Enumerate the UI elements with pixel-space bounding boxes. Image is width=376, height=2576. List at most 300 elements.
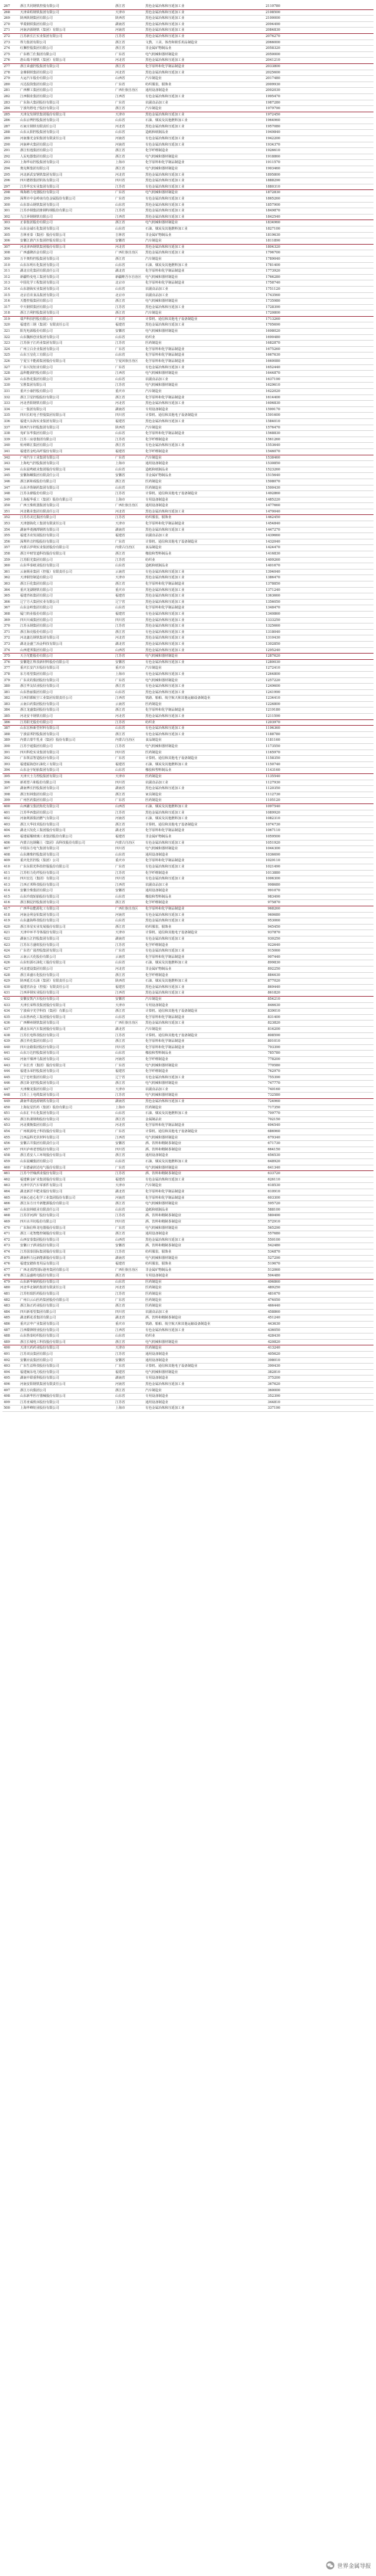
table-row — [3, 539, 373, 546]
rank-cell: 473 — [4, 1244, 10, 1248]
table-row — [3, 491, 373, 497]
revenue-cell: 1979790 — [265, 107, 280, 111]
industry-cell: 黑色金属冶炼和压延加工业 — [145, 112, 185, 117]
province-cell: 广西壮族自治区 — [115, 907, 138, 911]
industry-cell: 医药制造业 — [145, 479, 162, 484]
company-name-cell: 河南神火集团有限公司 — [20, 142, 53, 147]
rank-cell: 433 — [4, 1003, 10, 1007]
province-cell: 浙江省 — [115, 708, 125, 713]
company-name-cell: 上海振华重工（集团）股份有限公司 — [20, 497, 73, 502]
company-name-cell: 江苏沙钢集团淮钢特钢股份有限公司 — [20, 209, 73, 213]
company-name-cell: 江苏扬子江药业集团有限公司 — [20, 341, 63, 346]
revenue-cell: 1576470 — [265, 425, 280, 430]
rank-cell: 323 — [4, 341, 10, 346]
rank-cell: 330 — [4, 383, 10, 388]
province-cell: 浙江省 — [115, 630, 125, 634]
company-name-cell: 福建大东海实业集团有限公司 — [20, 419, 63, 423]
province-cell: 湖南省 — [115, 1376, 125, 1381]
industry-cell: 计算机、通信和其他电子设备制造业 — [145, 1130, 198, 1134]
table-row — [3, 1057, 373, 1063]
company-name-cell: 江苏新长江实业集团有限公司 — [20, 34, 63, 38]
industry-cell: 专用设备制造业 — [145, 407, 169, 411]
rank-cell: 381 — [4, 690, 10, 694]
province-cell: 云南省 — [115, 570, 125, 574]
table-row — [3, 876, 373, 883]
company-name-cell: 山东泰山钢铁集团有限公司 — [20, 203, 60, 207]
company-name-cell: 江苏华西集团有限公司 — [20, 810, 53, 815]
company-name-cell: 中天钢铁集团有限公司 — [20, 305, 53, 309]
industry-cell: 酒、饮料和精制茶制造业 — [145, 1244, 182, 1248]
revenue-cell: 375200 — [268, 1376, 280, 1381]
company-name-cell: 天津天药药业股份有限公司 — [20, 1346, 60, 1350]
rank-cell: 358 — [4, 552, 10, 556]
table-row — [3, 1123, 373, 1129]
rank-cell: 286 — [4, 119, 10, 123]
province-cell: 浙江省 — [115, 221, 125, 225]
industry-cell: 计算机、通信和其他电子设备制造业 — [145, 317, 198, 321]
revenue-cell: 991070 — [268, 889, 280, 893]
company-name-cell: 天合光能股份有限公司 — [20, 654, 53, 659]
rank-cell: 284 — [4, 107, 10, 111]
table-row — [3, 588, 373, 594]
industry-cell: 纺织业 — [145, 1334, 155, 1338]
industry-cell: 黑色金属冶炼和压延加工业 — [145, 1238, 185, 1242]
rank-cell: 470 — [4, 1226, 10, 1230]
company-name-cell: 福建省金纶高纤股份有限公司 — [20, 449, 63, 453]
company-name-cell: 上海华峰铝业股份有限公司 — [20, 1406, 60, 1411]
industry-cell: 化学原料和化学制品制造业 — [145, 269, 185, 273]
company-name-cell: 广东兴发铝业有限公司 — [20, 365, 53, 369]
table-row — [3, 858, 373, 864]
province-cell: 江苏省 — [115, 437, 125, 442]
company-name-cell: 山东玉皇化工有限公司 — [20, 353, 53, 358]
industry-cell: 有色金属冶炼和压延加工业 — [145, 864, 185, 869]
industry-cell: 汽车制造业 — [145, 997, 162, 1001]
revenue-cell: 519670 — [268, 1262, 280, 1266]
table-row — [3, 419, 373, 425]
table-row — [3, 401, 373, 407]
company-name-cell: 福建省冶金（控股）有限责任公司 — [20, 985, 69, 989]
revenue-cell: 2084830 — [265, 28, 280, 33]
province-cell: 北京市 — [115, 293, 125, 297]
table-row — [3, 455, 373, 462]
rank-cell: 395 — [4, 775, 10, 778]
rank-cell: 483 — [4, 1304, 10, 1308]
revenue-cell: 648920 — [268, 1160, 280, 1163]
province-cell: 江苏省 — [115, 1172, 125, 1176]
rank-cell: 413 — [4, 883, 10, 887]
industry-cell: 计算机、通信和其他电子设备制造业 — [145, 492, 198, 496]
rank-cell: 467 — [4, 1207, 10, 1212]
table-row — [3, 533, 373, 539]
industry-cell: 食品制造业 — [145, 546, 162, 550]
company-name-cell: 山西建邦集团有限公司 — [20, 648, 53, 652]
revenue-cell: 382810 — [268, 1370, 280, 1374]
industry-cell: 农副食品加工业 — [145, 1087, 169, 1091]
rank-cell: 414 — [4, 889, 10, 893]
revenue-cell: 823820 — [268, 1021, 280, 1026]
table-row — [3, 786, 373, 792]
revenue-cell: 436050 — [268, 1328, 280, 1332]
table-row — [3, 341, 373, 347]
province-cell: 河南省 — [115, 1382, 125, 1386]
table-row — [3, 1298, 373, 1304]
company-name-cell: 浙江荣盛控股集团有限公司 — [20, 64, 60, 68]
province-cell: 河北省 — [115, 967, 125, 971]
table-row — [3, 1171, 373, 1177]
province-cell: 浙江省 — [115, 684, 125, 689]
table-row — [3, 726, 373, 732]
table-row — [3, 1105, 373, 1111]
company-name-cell: 浙江大华技术股份有限公司 — [20, 822, 60, 827]
rank-cell: 387 — [4, 726, 10, 731]
table-row — [3, 708, 373, 714]
revenue-cell: 983490 — [268, 894, 280, 899]
table-row — [3, 88, 373, 94]
company-name-cell: 浙江中财管道科技股份有限公司 — [20, 552, 66, 556]
company-name-cell: 浙江恒逸集团有限公司 — [20, 149, 53, 153]
company-name-cell: 河南安阳钢铁集团有限责任公司 — [20, 1382, 66, 1386]
table-row — [3, 913, 373, 919]
industry-cell: 化学纤维制造业 — [145, 943, 169, 947]
industry-cell: 黑色金属冶炼和压延加工业 — [145, 527, 185, 532]
company-name-cell: 江苏恒力化纤股份有限公司 — [20, 871, 60, 875]
province-cell: 四川省 — [115, 179, 125, 183]
table-row — [3, 1303, 373, 1310]
revenue-cell: 702150 — [268, 1117, 280, 1121]
province-cell: 陕西省 — [115, 425, 125, 430]
revenue-cell: 405620 — [268, 1352, 280, 1356]
industry-cell: 黑色金属冶炼和压延加工业 — [145, 34, 185, 38]
rank-cell: 417 — [4, 907, 10, 911]
industry-cell: 电气机械和器材制造业 — [145, 1081, 178, 1086]
company-name-cell: 广西华谊能源化工有限公司 — [20, 907, 60, 911]
table-row — [3, 1340, 373, 1346]
revenue-cell: 1888290 — [265, 179, 280, 183]
industry-cell: 黑色金属冶炼和压延加工业 — [145, 991, 185, 995]
table-row — [3, 257, 373, 263]
company-name-cell: 河南利源集团燃气有限公司 — [20, 817, 60, 821]
revenue-cell: 1637190 — [265, 377, 280, 381]
company-name-cell: 江西赣锋锂业股份有限公司 — [20, 1328, 60, 1332]
company-name-cell: 江苏上上电缆集团有限公司 — [20, 1093, 60, 1098]
revenue-cell: 915060 — [268, 949, 280, 953]
table-row — [3, 894, 373, 901]
company-name-cell: 广西玉柴机器集团有限公司 — [20, 504, 60, 508]
rank-cell: 444 — [4, 1069, 10, 1074]
rank-cell: 383 — [4, 702, 10, 706]
industry-cell: 有色金属冶炼和压延加工业 — [145, 913, 185, 917]
province-cell: 河北省 — [115, 124, 125, 129]
revenue-cell: 1439660 — [265, 534, 280, 538]
province-cell: 浙江省 — [115, 1153, 125, 1158]
industry-cell: 黑色金属冶炼和压延加工业 — [145, 1100, 185, 1104]
table-row — [3, 22, 373, 28]
province-cell: 山西省 — [115, 1238, 125, 1242]
company-name-cell: 天津长荣科技集团股份有限公司 — [20, 1003, 66, 1007]
table-row — [3, 654, 373, 660]
province-cell: 江苏省 — [115, 624, 125, 628]
rank-cell: 276 — [4, 58, 10, 63]
rank-cell: 474 — [4, 1249, 10, 1254]
rank-cell: 388 — [4, 732, 10, 736]
industry-cell: 有色金属冶炼和压延加工业 — [145, 630, 185, 634]
industry-cell: 金属制品业 — [145, 1117, 162, 1121]
revenue-cell: 1470040 — [265, 509, 280, 514]
rank-cell: 355 — [4, 534, 10, 538]
province-cell: 天津市 — [115, 112, 125, 117]
industry-cell: 非金属矿物制品业 — [145, 834, 172, 839]
revenue-cell: 1903460 — [265, 167, 280, 171]
revenue-cell: 458860 — [268, 1310, 280, 1314]
province-cell: 天津市 — [115, 1003, 125, 1007]
table-row — [3, 792, 373, 798]
industry-cell: 黑色金属冶炼和压延加工业 — [145, 642, 185, 646]
table-row — [3, 203, 373, 209]
province-cell: 辽宁省 — [115, 1075, 125, 1079]
province-cell: 山西省 — [115, 77, 125, 81]
industry-cell: 电气机械和器材制造业 — [145, 329, 178, 334]
table-row — [3, 623, 373, 630]
table-row — [3, 678, 373, 684]
revenue-cell: 1957080 — [265, 124, 280, 129]
revenue-cell: 877020 — [268, 979, 280, 983]
rank-cell: 492 — [4, 1358, 10, 1362]
province-cell: 江苏省 — [115, 810, 125, 815]
rank-cell: 446 — [4, 1081, 10, 1086]
rank-cell: 404 — [4, 829, 10, 833]
table-row — [3, 220, 373, 226]
province-cell: 浙江省 — [115, 1274, 125, 1278]
rank-cell: 397 — [4, 787, 10, 791]
company-name-cell: 广西柳州钢铁集团有限公司 — [20, 1021, 60, 1026]
rank-cell: 311 — [4, 269, 10, 273]
company-name-cell: 上海电气控股集团有限公司 — [20, 462, 60, 466]
industry-cell: 农副食品加工业 — [145, 293, 169, 297]
revenue-cell: 1150740 — [265, 762, 280, 766]
province-cell: 天津市 — [115, 1184, 125, 1188]
table-row — [3, 1135, 373, 1142]
company-name-cell: 四川科伦实业集团有限公司 — [20, 750, 60, 755]
province-cell: 山东省 — [115, 130, 125, 135]
province-cell: 浙江省 — [115, 154, 125, 159]
company-name-cell: 陕西延长石油（集团）有限责任公司 — [20, 979, 73, 983]
table-row — [3, 973, 373, 979]
revenue-cell: 512060 — [268, 1268, 280, 1272]
table-row — [3, 798, 373, 804]
industry-cell: 农副食品加工业 — [145, 534, 169, 538]
table-row — [3, 82, 373, 88]
rank-cell: 407 — [4, 847, 10, 851]
table-row — [3, 52, 373, 58]
revenue-cell: 755390 — [268, 1075, 280, 1079]
industry-cell: 通用设备制造业 — [145, 1400, 169, 1404]
rank-cell: 456 — [4, 1142, 10, 1146]
revenue-cell: 1067110 — [265, 829, 280, 833]
table-row — [3, 293, 373, 299]
rank-cell: 449 — [4, 1100, 10, 1104]
industry-cell: 石油、煤炭及其他燃料加工业 — [145, 226, 188, 231]
table-row — [3, 1129, 373, 1135]
rank-cell: 351 — [4, 509, 10, 514]
table-row — [3, 287, 373, 293]
province-cell: 广东省 — [115, 756, 125, 761]
revenue-cell: 732580 — [268, 1093, 280, 1098]
revenue-cell: 641340 — [268, 1165, 280, 1170]
industry-cell: 黑色金属冶炼和压延加工业 — [145, 576, 185, 580]
industry-cell: 通用设备制造业 — [145, 889, 169, 893]
revenue-cell: 1074730 — [265, 822, 280, 827]
industry-cell: 农副食品加工业 — [145, 780, 169, 785]
company-name-cell: 广东海信科龙电器股份有限公司 — [20, 1226, 66, 1230]
province-cell: 浙江省 — [115, 149, 125, 153]
industry-cell: 黑色金属冶炼和压延加工业 — [145, 618, 185, 622]
province-cell: 广西壮族自治区 — [115, 88, 138, 93]
province-cell: 上海市 — [115, 497, 125, 502]
table-row — [3, 648, 373, 654]
company-name-cell: 四川川威集团有限公司 — [20, 618, 53, 622]
rank-cell: 297 — [4, 184, 10, 189]
revenue-cell: 1432040 — [265, 539, 280, 544]
rank-cell: 493 — [4, 1364, 10, 1369]
company-name-cell: 安徽口子酒业股份有限公司 — [20, 1244, 60, 1248]
industry-cell: 有色金属冶炼和压延加工业 — [145, 949, 185, 953]
revenue-cell: 413240 — [268, 1346, 280, 1350]
table-row — [3, 612, 373, 618]
company-name-cell: 江苏长电科技股份有限公司 — [20, 1033, 60, 1037]
rank-cell: 300 — [4, 203, 10, 207]
revenue-cell: 2009930 — [265, 82, 280, 87]
table-row — [3, 780, 373, 787]
company-name-cell: 山东玲珑轮胎股份有限公司 — [20, 894, 60, 899]
revenue-cell: 747770 — [268, 1081, 280, 1086]
company-name-cell: 重庆小康控股有限公司 — [20, 390, 53, 393]
province-cell: 浙江省 — [115, 107, 125, 111]
company-name-cell: 浙江卫星控股股份有限公司 — [20, 395, 60, 400]
province-cell: 山东省 — [115, 377, 125, 381]
industry-cell: 有色金属冶炼和压延加工业 — [145, 1075, 185, 1079]
industry-cell: 有色金属冶炼和压延加工业 — [145, 184, 185, 189]
province-cell: 安徽省 — [115, 1358, 125, 1362]
industry-cell: 化学原料和化学制品制造业 — [145, 522, 185, 526]
company-name-cell: 正泰集团股份有限公司 — [20, 221, 53, 225]
revenue-cell: 1553640 — [265, 443, 280, 448]
rank-cell: 465 — [4, 1195, 10, 1200]
table-row — [3, 112, 373, 119]
industry-cell: 汽车制造业 — [145, 425, 162, 430]
company-name-cell: 山东魏桥创业集团有限公司 — [20, 335, 60, 339]
industry-cell: 黑色金属冶炼和压延加工业 — [145, 305, 185, 309]
rank-cell: 271 — [4, 28, 10, 33]
company-name-cell: 四川德胜集团钒钛有限公司 — [20, 179, 60, 183]
industry-cell: 化学原料和化学制品制造业 — [145, 359, 185, 364]
company-name-cell: 福建紫金矿业集团股份有限公司 — [20, 1177, 66, 1182]
company-name-cell: 江苏阳光股份有限公司 — [20, 720, 53, 724]
industry-cell: 电气机械和器材制造业 — [145, 1226, 178, 1230]
province-cell: 重庆市 — [115, 390, 125, 393]
rank-cell: 328 — [4, 371, 10, 376]
company-name-cell: 广东东阳光科技控股股份有限公司 — [20, 864, 69, 869]
province-cell: 广东省 — [115, 455, 125, 460]
table-row — [3, 1075, 373, 1081]
industry-cell: 电气机械和器材制造业 — [145, 1340, 178, 1344]
table-row — [3, 377, 373, 383]
industry-cell: 农副食品加工业 — [145, 287, 169, 291]
rank-cell: 316 — [4, 299, 10, 304]
rank-cell: 373 — [4, 642, 10, 646]
rank-cell: 360 — [4, 564, 10, 568]
rank-cell: 315 — [4, 293, 10, 297]
industry-cell: 汽车制造业 — [145, 390, 162, 393]
company-name-cell: 福建省三钢（集团）有限责任公司 — [20, 323, 69, 327]
table-row — [3, 473, 373, 479]
table-row — [3, 215, 373, 221]
company-name-cell: 山东金诚石化集团有限公司 — [20, 226, 60, 231]
province-cell: 浙江省 — [115, 1202, 125, 1206]
table-row — [3, 871, 373, 877]
province-cell: 四川省 — [115, 1219, 125, 1224]
company-name-cell: 上海复星医药（集团）股份有限公司 — [20, 1105, 73, 1110]
rank-cell: 427 — [4, 967, 10, 971]
province-cell: 湖北省 — [115, 829, 125, 833]
province-cell: 浙江省 — [115, 1388, 125, 1392]
table-row — [3, 1183, 373, 1189]
industry-cell: 汽车制造业 — [145, 77, 162, 81]
company-name-cell: 兴达投资集团有限公司 — [20, 82, 53, 87]
rank-cell: 401 — [4, 810, 10, 815]
rank-cell: 338 — [4, 432, 10, 436]
rank-cell: 475 — [4, 1256, 10, 1260]
province-cell: 河南省 — [115, 137, 125, 141]
industry-cell: 专用设备制造业 — [145, 497, 169, 502]
province-cell: 陕西省 — [115, 979, 125, 983]
industry-cell: 电气机械和器材制造业 — [145, 221, 178, 225]
revenue-cell: 2066000 — [265, 40, 280, 45]
company-name-cell: 安徽楚江科技新材料股份有限公司 — [20, 660, 69, 664]
revenue-cell: 1082310 — [265, 817, 280, 821]
industry-cell: 电气机械和器材制造业 — [145, 299, 178, 304]
rank-cell: 452 — [4, 1117, 10, 1121]
rank-cell: 430 — [4, 985, 10, 989]
industry-cell: 化学纤维制造业 — [145, 1069, 169, 1074]
industry-cell: 汽车制造业 — [145, 1388, 162, 1392]
company-name-cell: 河北冀衡集团有限公司 — [20, 1123, 53, 1128]
province-cell: 辽宁省 — [115, 600, 125, 604]
rank-cell: 320 — [4, 323, 10, 327]
revenue-cell: 1857900 — [265, 203, 280, 207]
industry-cell: 化学纤维制造业 — [145, 973, 169, 977]
company-name-cell: 浙江杭萧钢构股份有限公司 — [20, 1117, 60, 1121]
province-cell: 山东省 — [115, 852, 125, 857]
industry-cell: 黑色金属冶炼和压延加工业 — [145, 624, 185, 628]
industry-cell: 黑色金属冶炼和压延加工业 — [145, 690, 185, 694]
industry-cell: 酒、饮料和精制茶制造业 — [145, 1219, 182, 1224]
table-row — [3, 16, 373, 22]
rank-cell: 479 — [4, 1280, 10, 1284]
province-cell: 河北省 — [115, 636, 125, 640]
industry-cell: 黑色金属冶炼和压延加工业 — [145, 636, 185, 640]
industry-cell: 有色金属冶炼和压延加工业 — [145, 365, 185, 369]
rank-cell: 424 — [4, 949, 10, 953]
revenue-cell: 1257220 — [265, 678, 280, 682]
company-name-cell: 河北新武安钢铁集团有限公司 — [20, 172, 63, 177]
province-cell: 浙江省 — [115, 167, 125, 171]
table-row — [3, 160, 373, 166]
province-cell: 江西省 — [115, 94, 125, 98]
table-row — [3, 1063, 373, 1069]
table-row — [3, 46, 373, 52]
company-name-cell: 湖北稻花香集团有限公司 — [20, 1316, 56, 1320]
